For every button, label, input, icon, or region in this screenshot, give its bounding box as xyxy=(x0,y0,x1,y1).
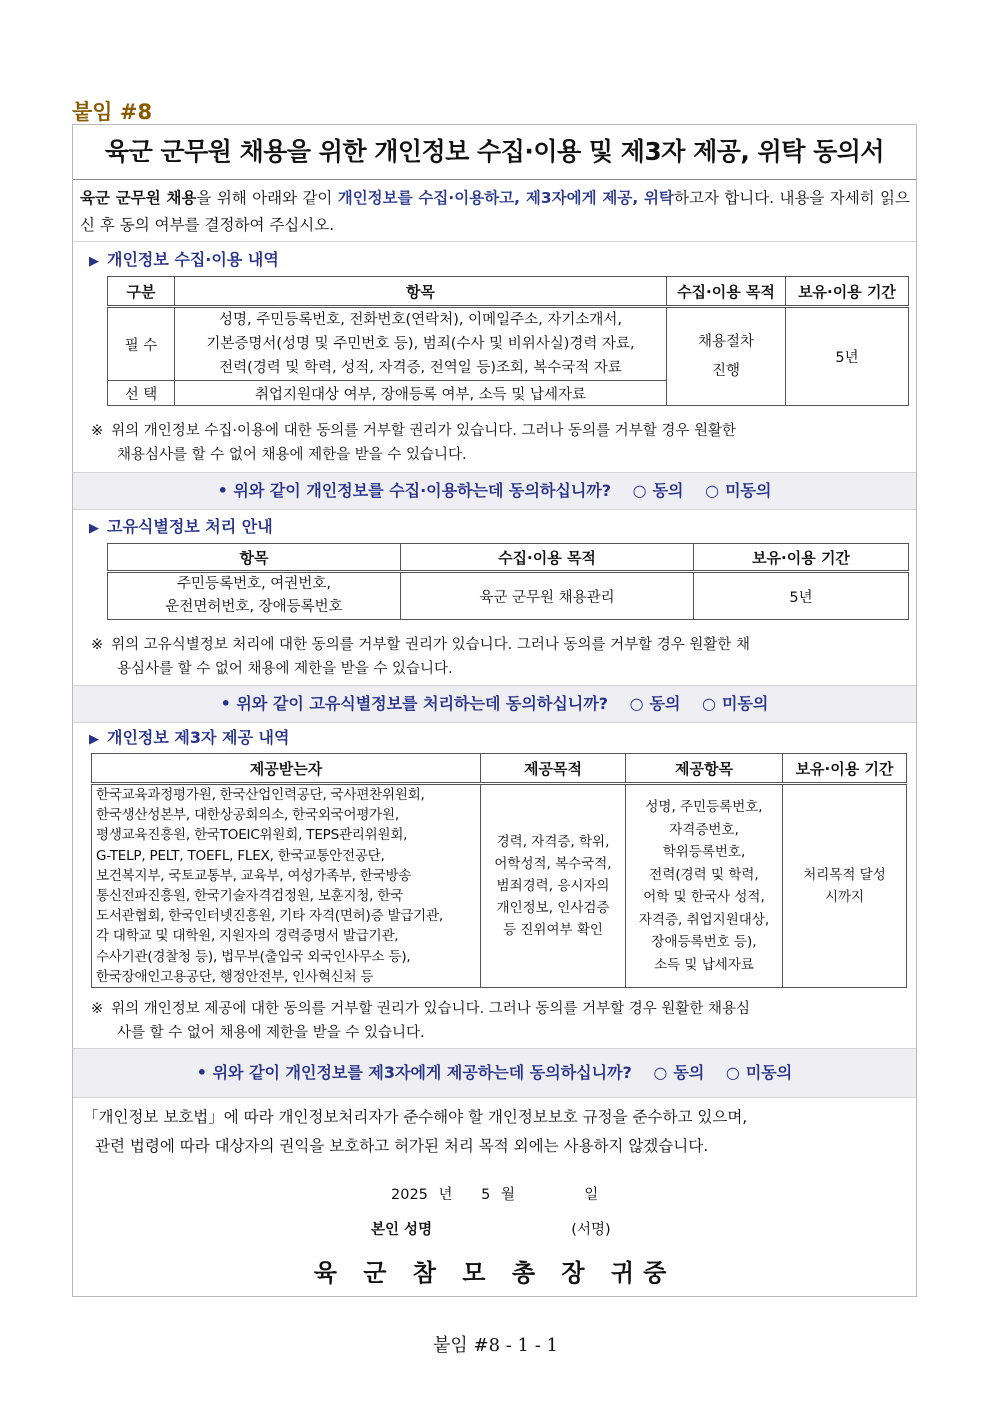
recipient-line: 통신전파진흥원, 한국기술자격검정원, 보훈지청, 한국 xyxy=(96,888,404,905)
agree-question: • 위와 같이 고유식별정보를 처리하는데 동의하십니까? xyxy=(220,694,608,713)
triangle-icon: ▶ xyxy=(89,521,99,536)
note-mark-icon: ※ xyxy=(91,423,104,439)
agree-question: • 위와 같이 개인정보를 제3자에게 제공하는데 동의하십니까? xyxy=(196,1063,632,1082)
col-purpose: 제공목적 xyxy=(481,754,626,784)
radio-circle-icon[interactable]: ○ xyxy=(632,481,647,500)
table-row xyxy=(92,784,907,988)
disagree-label: 미동의 xyxy=(725,481,772,500)
document-title: 육군 군무원 채용을 위한 개인정보 수집·이용 및 제3자 제공, 위탁 동의서 xyxy=(73,125,916,180)
section2-note xyxy=(91,633,910,681)
item-line: 성명, 주민등록번호, 전화번호(연락처), 이메일주소, 자기소개서, xyxy=(219,312,622,328)
closing-statement xyxy=(83,1103,910,1161)
section3-heading-text: 개인정보 제3자 제공 내역 xyxy=(107,728,290,747)
addressee: 육 군 참 모 총 장 귀중 xyxy=(313,1259,676,1287)
intro-bold: 육군 군무원 채용 xyxy=(80,189,197,207)
unique-id-table xyxy=(107,543,909,620)
intro-highlight: 개인정보를 수집·이용하고, 제3자에게 제공, 위탁 xyxy=(337,189,674,207)
agree-radio[interactable] xyxy=(633,481,684,500)
period-cell xyxy=(783,784,907,988)
col-purpose: 수집·이용 목적 xyxy=(401,544,694,572)
intro-paragraph xyxy=(80,185,910,239)
radio-circle-icon[interactable]: ○ xyxy=(725,1063,740,1082)
attachment-label: 붙임 #8 xyxy=(72,100,153,124)
recipients-cell xyxy=(92,784,481,988)
divider xyxy=(73,241,916,242)
table-row xyxy=(108,307,909,381)
page-footer: 붙임 #8 - 1 - 1 xyxy=(433,1335,558,1356)
section3-agree-row xyxy=(73,1048,916,1098)
col-purpose: 수집·이용 목적 xyxy=(667,277,786,307)
intro-text-2: 하고자 합니다. 내용을 자세히 읽으신 후 동의 여부를 결정하여 주십시오. xyxy=(80,189,910,234)
col-period: 보유·이용 기간 xyxy=(786,277,909,307)
item-line: 자격증번호, xyxy=(669,821,739,838)
purpose-line: 범죄경력, 응시자의 xyxy=(496,878,610,895)
disagree-radio[interactable] xyxy=(705,481,771,500)
item-line: 운전면허번호, 장애등록번호 xyxy=(165,599,343,615)
purpose-line: 등 진위여부 확인 xyxy=(503,922,603,939)
date-line xyxy=(391,1183,598,1204)
note-mark-icon: ※ xyxy=(91,637,104,653)
signature-label: 본인 성명 xyxy=(371,1222,433,1238)
period-line: 처리목적 달성 xyxy=(803,867,886,884)
section1-heading-text: 개인정보 수집·이용 내역 xyxy=(107,250,279,269)
period-cell: 5년 xyxy=(786,307,909,406)
disagree-label: 미동의 xyxy=(745,1063,793,1082)
agree-label: 동의 xyxy=(673,1063,705,1082)
recipient-line: 도서관협회, 한국인터넷진흥원, 기타 자격(면허)증 발급기관, xyxy=(96,908,443,925)
table-row xyxy=(108,572,909,620)
purpose-line: 진행 xyxy=(711,362,740,379)
recipient-line: 각 대학교 및 대학원, 지원자의 경력증명서 발급기관, xyxy=(96,928,399,945)
item-line: 소득 및 납세자료 xyxy=(654,956,754,973)
section1-agree-row xyxy=(73,472,916,510)
purpose-line: 채용절차 xyxy=(697,333,755,350)
note-line: 위의 고유식별정보 처리에 대한 동의를 거부할 권리가 있습니다. 그러나 동의를 거부할 경우 원활한 채 xyxy=(111,637,750,653)
note-line: 위의 개인정보 수집·이용에 대한 동의를 거부할 권리가 있습니다. 그러나 동의를 거부할 경우 원활한 xyxy=(111,423,736,439)
period-line: 시까지 xyxy=(824,889,865,906)
radio-circle-icon[interactable]: ○ xyxy=(629,694,644,713)
unique-id-items xyxy=(108,572,401,620)
recipient-line: G-TELP, PELT, TOEFL, FLEX, 한국교통안전공단, xyxy=(96,847,385,864)
note-line: 채용심사를 할 수 없어 채용에 제한을 받을 수 있습니다. xyxy=(117,447,467,463)
required-label: 필 수 xyxy=(108,307,175,381)
section3-note xyxy=(91,997,910,1045)
disagree-label: 미동의 xyxy=(722,694,769,713)
closing-line: 「개인정보 보호법」에 따라 개인정보처리자가 준수해야 할 개인정보보호 규정을 준수하고 있으며, xyxy=(83,1108,748,1126)
purpose-line: 개인정보, 인사검증 xyxy=(496,900,610,917)
intro-text-1: 을 위해 아래와 같이 xyxy=(196,189,338,207)
radio-circle-icon[interactable]: ○ xyxy=(653,1063,668,1082)
disagree-radio[interactable] xyxy=(726,1063,792,1082)
agree-label: 동의 xyxy=(649,694,681,713)
required-items xyxy=(175,307,667,381)
agree-radio[interactable] xyxy=(653,1063,704,1082)
section2-heading xyxy=(89,514,273,537)
purpose-line: 어학성적, 복수국적, xyxy=(494,856,612,873)
col-items: 제공항목 xyxy=(626,754,783,784)
items-cell xyxy=(626,784,783,988)
purpose-cell xyxy=(481,784,626,988)
purpose-line: 경력, 자격증, 학위, xyxy=(496,834,610,851)
item-line: 성명, 주민등록번호, xyxy=(645,799,763,816)
item-line: 자격증, 취업지원대상, xyxy=(638,911,770,928)
recipient-line: 한국교육과정평가원, 한국산업인력공단, 국사편찬위원회, xyxy=(96,787,425,803)
optional-label: 선 택 xyxy=(108,381,175,406)
item-line: 전력(경력 및 학력, 성적, 자격증, 전역일 등)조회, 복수국적 자료 xyxy=(219,360,622,376)
period-cell: 5년 xyxy=(694,572,909,620)
item-line: 전력(경력 및 학력, xyxy=(649,866,759,883)
agree-label: 동의 xyxy=(652,481,684,500)
note-line: 위의 개인정보 제공에 대한 동의를 거부할 권리가 있습니다. 그러나 동의를 거부할 경우 원활한 채용심 xyxy=(111,1001,750,1017)
col-period: 보유·이용 기간 xyxy=(783,754,907,784)
item-line: 장애등록번호 등), xyxy=(651,934,757,951)
note-line: 용심사를 할 수 없어 채용에 제한을 받을 수 있습니다. xyxy=(117,661,453,677)
recipient-line: 한국생산성본부, 대한상공회의소, 한국외국어평가원, xyxy=(96,807,399,824)
recipient-line: 보건복지부, 국토교통부, 교육부, 여성가족부, 한국방송 xyxy=(96,867,412,884)
consent-form xyxy=(72,124,917,1297)
purpose-cell xyxy=(667,307,786,406)
closing-line: 관련 법령에 따라 대상자의 권익을 보호하고 허가된 처리 목적 외에는 사용하지 않겠습니다. xyxy=(95,1137,709,1155)
recipient-line: 평생교육진흥원, 한국TOEIC위원회, TEPS관리위원회, xyxy=(96,827,408,844)
agree-radio[interactable] xyxy=(630,694,681,713)
triangle-icon: ▶ xyxy=(89,732,99,747)
section2-heading-text: 고유식별정보 처리 안내 xyxy=(107,517,273,536)
item-line: 어학 및 한국사 성적, xyxy=(643,889,765,906)
item-line: 주민등록번호, 여권번호, xyxy=(177,576,331,592)
collection-table xyxy=(107,276,909,406)
third-party-table xyxy=(91,753,907,988)
col-items: 항목 xyxy=(175,277,667,307)
col-category: 구분 xyxy=(108,277,175,307)
triangle-icon: ▶ xyxy=(89,254,99,269)
note-line: 사를 할 수 없어 채용에 제한을 받을 수 있습니다. xyxy=(117,1025,425,1041)
date-month-unit: 월 xyxy=(500,1187,515,1203)
recipient-line: 한국장애인고용공단, 행정안전부, 인사혁신처 등 xyxy=(96,968,374,985)
note-mark-icon: ※ xyxy=(91,1001,104,1017)
radio-circle-icon[interactable]: ○ xyxy=(702,694,717,713)
signature-mark: (서명) xyxy=(571,1222,611,1238)
date-year-unit: 년 xyxy=(438,1187,453,1203)
date-month[interactable]: 5 xyxy=(481,1187,491,1203)
recipient-line: 수사기관(경찰청 등), 법무부(출입국 외국인사무소 등), xyxy=(96,948,411,965)
purpose-cell: 육군 군무원 채용관리 xyxy=(401,572,694,620)
section3-heading xyxy=(89,725,289,748)
signature-line xyxy=(371,1218,611,1239)
agree-question: • 위와 같이 개인정보를 수집·이용하는데 동의하십니까? xyxy=(217,481,612,500)
section1-heading xyxy=(89,247,279,270)
section1-note xyxy=(91,419,910,467)
optional-items: 취업지원대상 여부, 장애등록 여부, 소득 및 납세자료 xyxy=(175,381,667,406)
col-items: 항목 xyxy=(108,544,401,572)
item-line: 학위등록번호, xyxy=(662,844,746,861)
disagree-radio[interactable] xyxy=(702,694,768,713)
date-day-unit: 일 xyxy=(584,1187,599,1203)
section2-agree-row xyxy=(73,685,916,723)
col-recipients: 제공받는자 xyxy=(92,754,481,784)
radio-circle-icon[interactable]: ○ xyxy=(705,481,720,500)
date-year[interactable]: 2025 xyxy=(391,1187,428,1203)
item-line: 기본증명서(성명 및 주민번호 등), 범죄(수사 및 비위사실)경력 자료, xyxy=(206,336,635,352)
col-period: 보유·이용 기간 xyxy=(694,544,909,572)
